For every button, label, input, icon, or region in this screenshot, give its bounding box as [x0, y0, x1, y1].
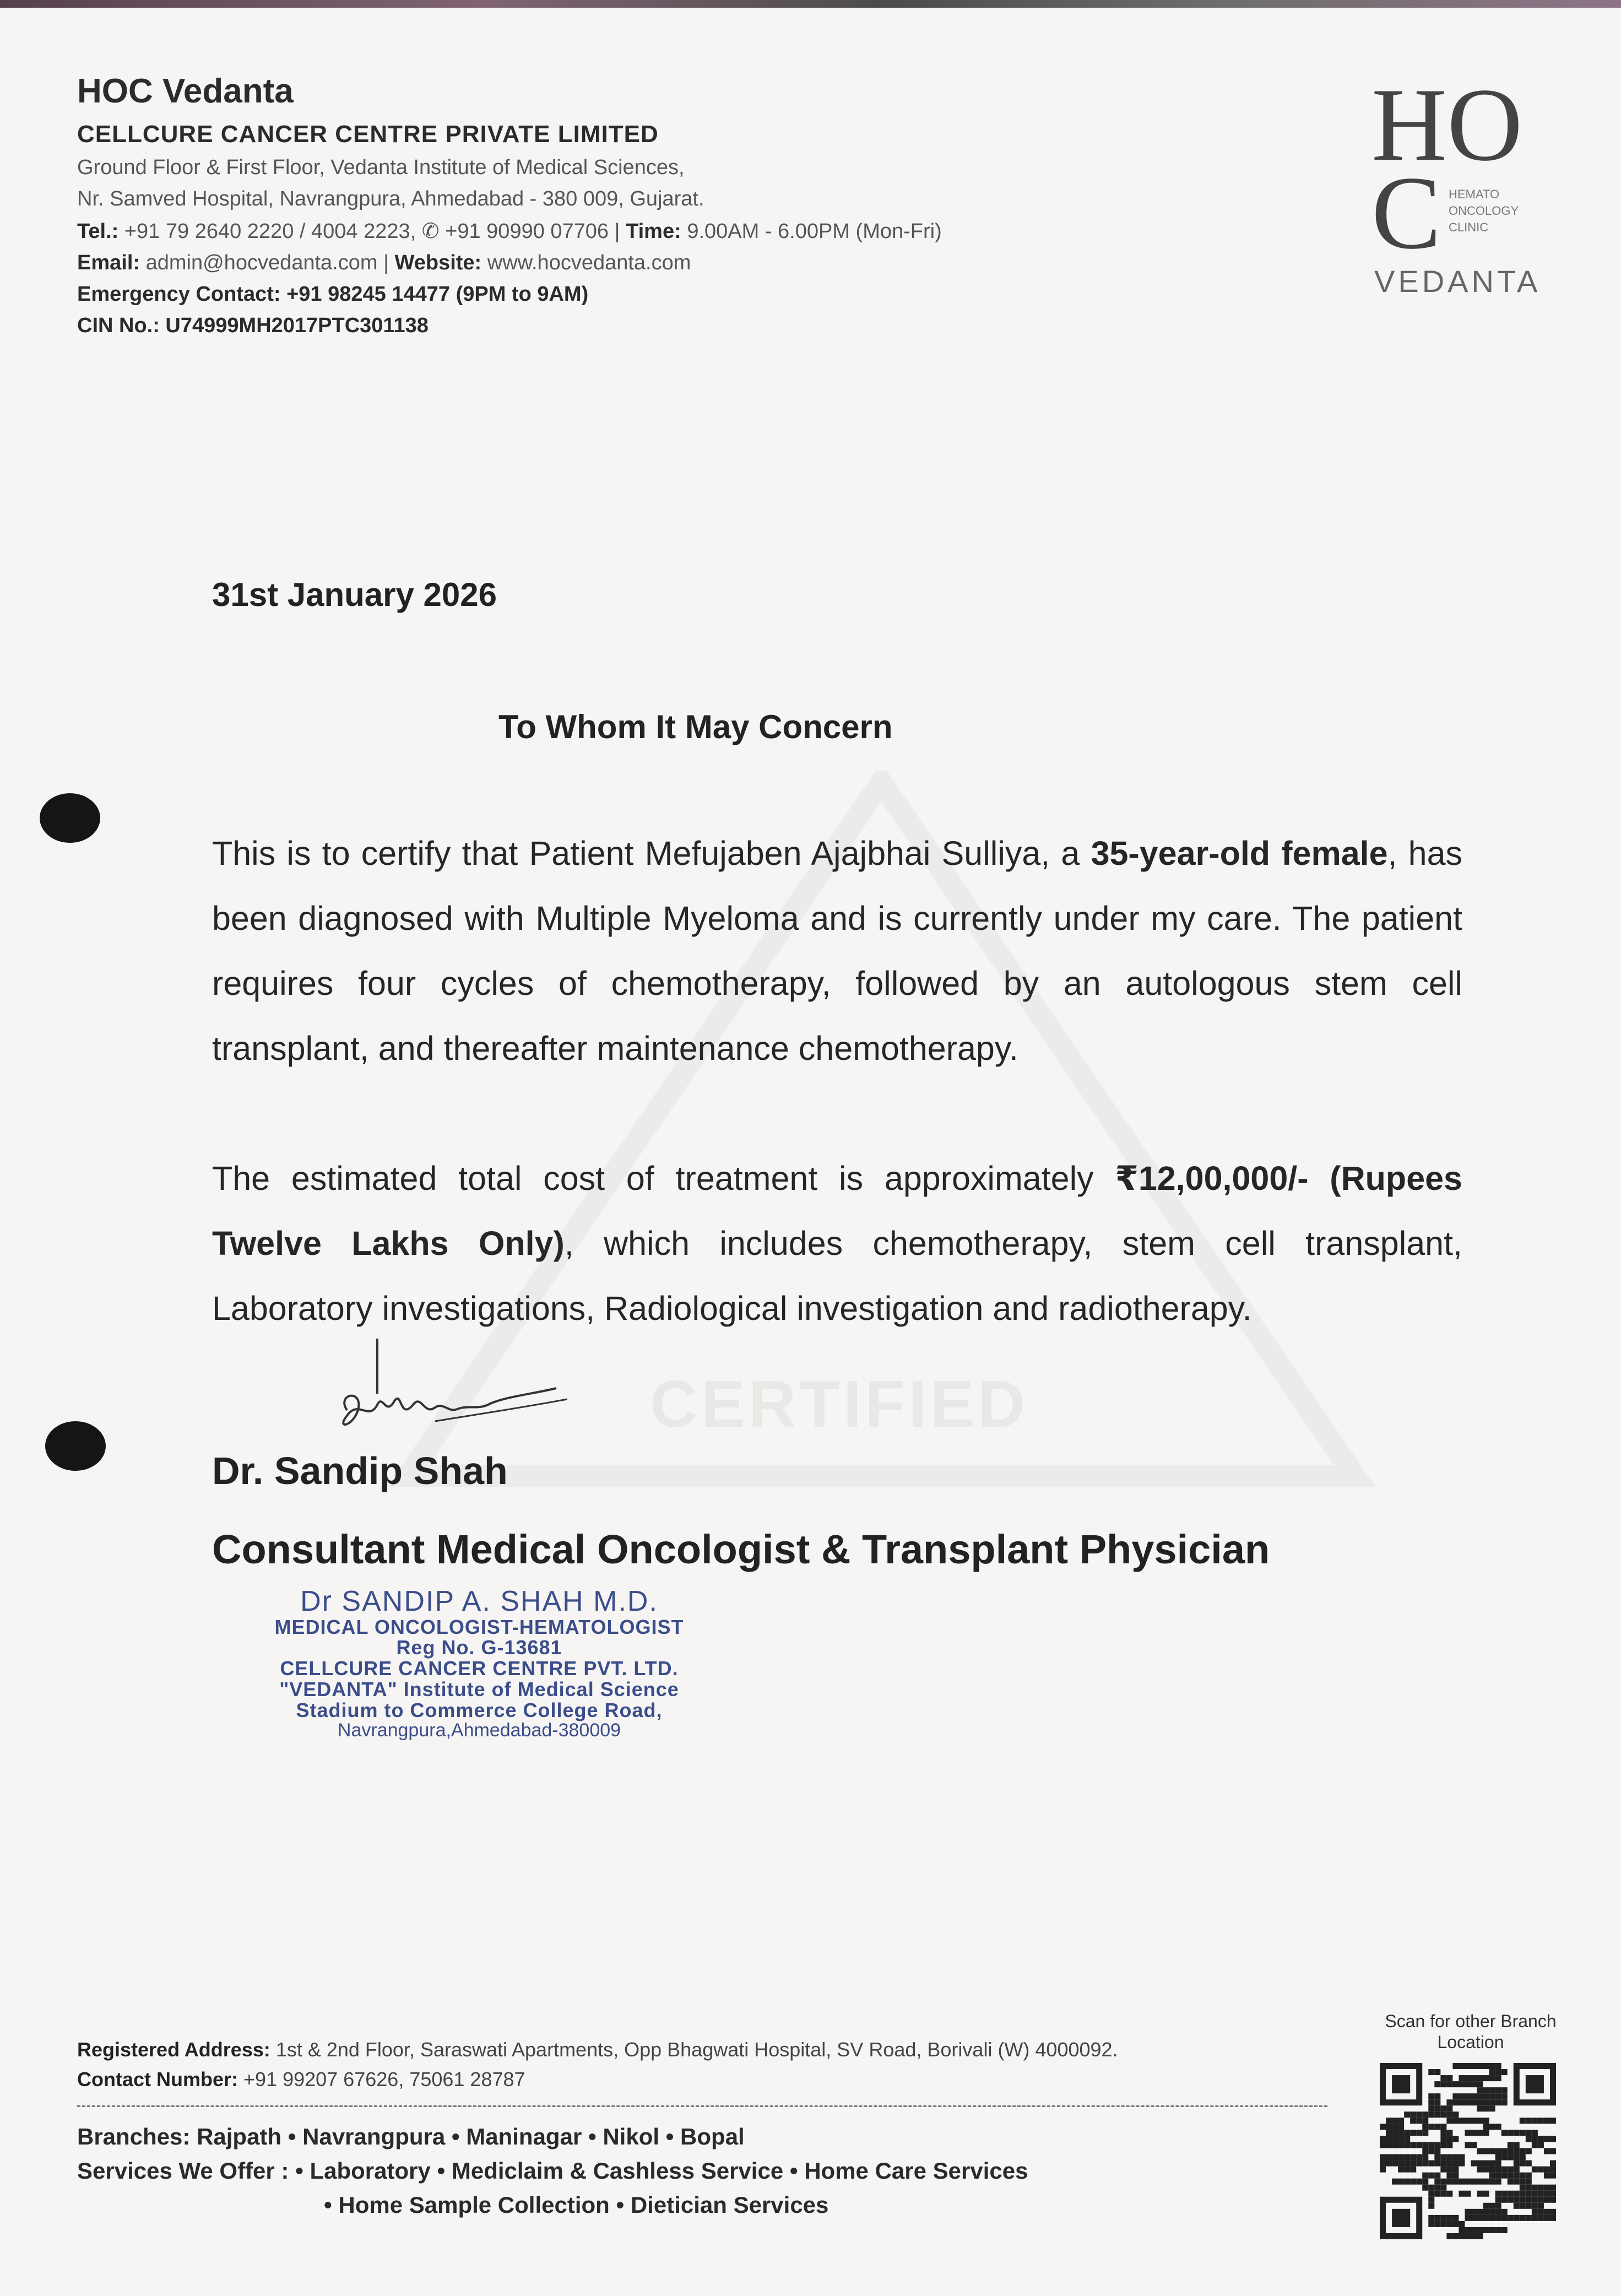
time-value: 9.00AM - 6.00PM (Mon-Fri)	[687, 220, 942, 243]
website-label: Website:	[394, 251, 482, 274]
hoc-vedanta-logo	[1366, 66, 1548, 308]
branches-list: Rajpath • Navrangpura • Maninagar • Nikol • Bopal	[197, 2124, 745, 2149]
p2-cost-amount: ₹12,00,000/- (Rupees Twelve Lakhs Only)	[212, 1160, 1462, 1262]
time-label: Time:	[626, 220, 681, 243]
logo-small-1: HEMATO	[1449, 187, 1500, 201]
stamp-line-5: "VEDANTA" Institute of Medical Science	[279, 1677, 679, 1701]
emergency-contact: Emergency Contact: +91 98245 14477 (9PM to 9AM)	[77, 283, 589, 306]
services	[77, 2158, 1316, 2184]
p2-text-a: The estimated total cost of treatment is approximately	[212, 1160, 1094, 1197]
p2-text-b: , which includes chemotherapy, stem cell transplant, Laboratory investigations, Radiological investigation and radiotherapy.	[212, 1225, 1462, 1327]
signatory-name: Dr. Sandip Shah	[212, 1449, 508, 1492]
qr-caption: Scan for other Branch Location	[1385, 2011, 1557, 2053]
p1-text-b: , has been diagnosed with Multiple Myeloma and is currently under my care. The patient requires four cycles of chemotherapy, followed by an autologous stem cell transplant, and thereafter maintenance chemotherapy.	[212, 835, 1463, 1067]
footer-divider	[77, 2105, 1327, 2107]
reg-value: 1st & 2nd Floor, Saraswati Apartments, Opp Bhagwati Hospital, SV Road, Borivali (W) 4000092.	[275, 2038, 1118, 2061]
p1-text-a: This is to certify that Patient Mefujaben Ajajbhai Sulliya, a	[212, 835, 1080, 872]
paragraph-certification	[212, 821, 1462, 1081]
services-continued	[77, 2192, 1316, 2218]
services-line-2: • Home Sample Collection • Dietician Services	[324, 2192, 829, 2218]
stamp-line-6: Stadium to Commerce College Road,	[296, 1698, 663, 1721]
stamp-line-4: CELLCURE CANCER CENTRE PVT. LTD.	[280, 1657, 679, 1680]
logo-small-3: CLINIC	[1449, 220, 1489, 234]
letter-subject: To Whom It May Concern	[498, 708, 893, 745]
logo-small-2: ONCOLOGY	[1449, 204, 1519, 218]
logo-brand: VEDANTA	[1374, 264, 1541, 299]
watermark-text: CERTIFIED	[650, 1367, 1029, 1441]
letter-date: 31st January 2026	[212, 576, 497, 613]
stamp-line-7: Navrangpura,Ahmedabad-380009	[337, 1719, 621, 1741]
address-line-2: Nr. Samved Hospital, Navrangpura, Ahmedabad - 380 009, Gujarat.	[77, 187, 704, 210]
letterhead	[77, 72, 1179, 345]
p1-age-gender: 35-year-old female	[1091, 835, 1388, 872]
paragraph-cost	[212, 1146, 1462, 1341]
services-label: Services We Offer :	[77, 2158, 289, 2184]
company-name: CELLCURE CANCER CENTRE PRIVATE LIMITED	[77, 121, 659, 148]
whatsapp-value: +91 90990 07706	[445, 220, 609, 243]
handwritten-signature	[325, 1333, 578, 1460]
email-label: Email:	[77, 251, 140, 274]
whatsapp-icon: ✆	[421, 220, 440, 243]
qr-code[interactable]	[1380, 2063, 1556, 2239]
contact-label: Contact Number:	[77, 2068, 238, 2091]
stamp-line-1: Dr SANDIP A. SHAH M.D.	[300, 1585, 658, 1617]
footer	[77, 2038, 1316, 2226]
contact-line: Tel.: +91 79 2640 2220 / 4004 2223, ✆ +91 90990 07706 | Time: 9.00AM - 6.00PM (Mon-Fri)	[77, 220, 942, 243]
doctor-stamp	[231, 1586, 727, 1740]
logo-letters-bottom: C	[1371, 155, 1441, 271]
tel-value: +91 79 2640 2220 / 4004 2223,	[124, 220, 416, 243]
contact-number	[77, 2068, 1316, 2091]
punch-hole-bottom	[45, 1421, 106, 1471]
branches-label: Branches:	[77, 2124, 191, 2149]
branches	[77, 2124, 1316, 2150]
top-scan-edge	[0, 0, 1621, 8]
tel-label: Tel.:	[77, 220, 119, 243]
signatory-title: Consultant Medical Oncologist & Transplant Physician	[212, 1526, 1270, 1572]
services-line-1: • Laboratory • Mediclaim & Cashless Service • Home Care Services	[295, 2158, 1028, 2184]
address-line-1: Ground Floor & First Floor, Vedanta Institute of Medical Sciences,	[77, 156, 685, 179]
org-name: HOC Vedanta	[77, 72, 294, 110]
contact-value: +91 99207 67626, 75061 28787	[243, 2068, 525, 2091]
stamp-line-2: MEDICAL ONCOLOGIST-HEMATOLOGIST	[274, 1615, 684, 1638]
website-value: www.hocvedanta.com	[487, 251, 691, 274]
email-line: Email: admin@hocvedanta.com | Website: www.hocvedanta.com	[77, 251, 691, 274]
logo-letters-top: HO	[1371, 67, 1523, 183]
punch-hole-top	[40, 793, 100, 843]
reg-label: Registered Address:	[77, 2038, 270, 2061]
registered-address	[77, 2038, 1316, 2061]
email-value: admin@hocvedanta.com	[145, 251, 378, 274]
stamp-line-3: Reg No. G-13681	[396, 1636, 562, 1659]
cin-number: CIN No.: U74999MH2017PTC301138	[77, 314, 429, 337]
